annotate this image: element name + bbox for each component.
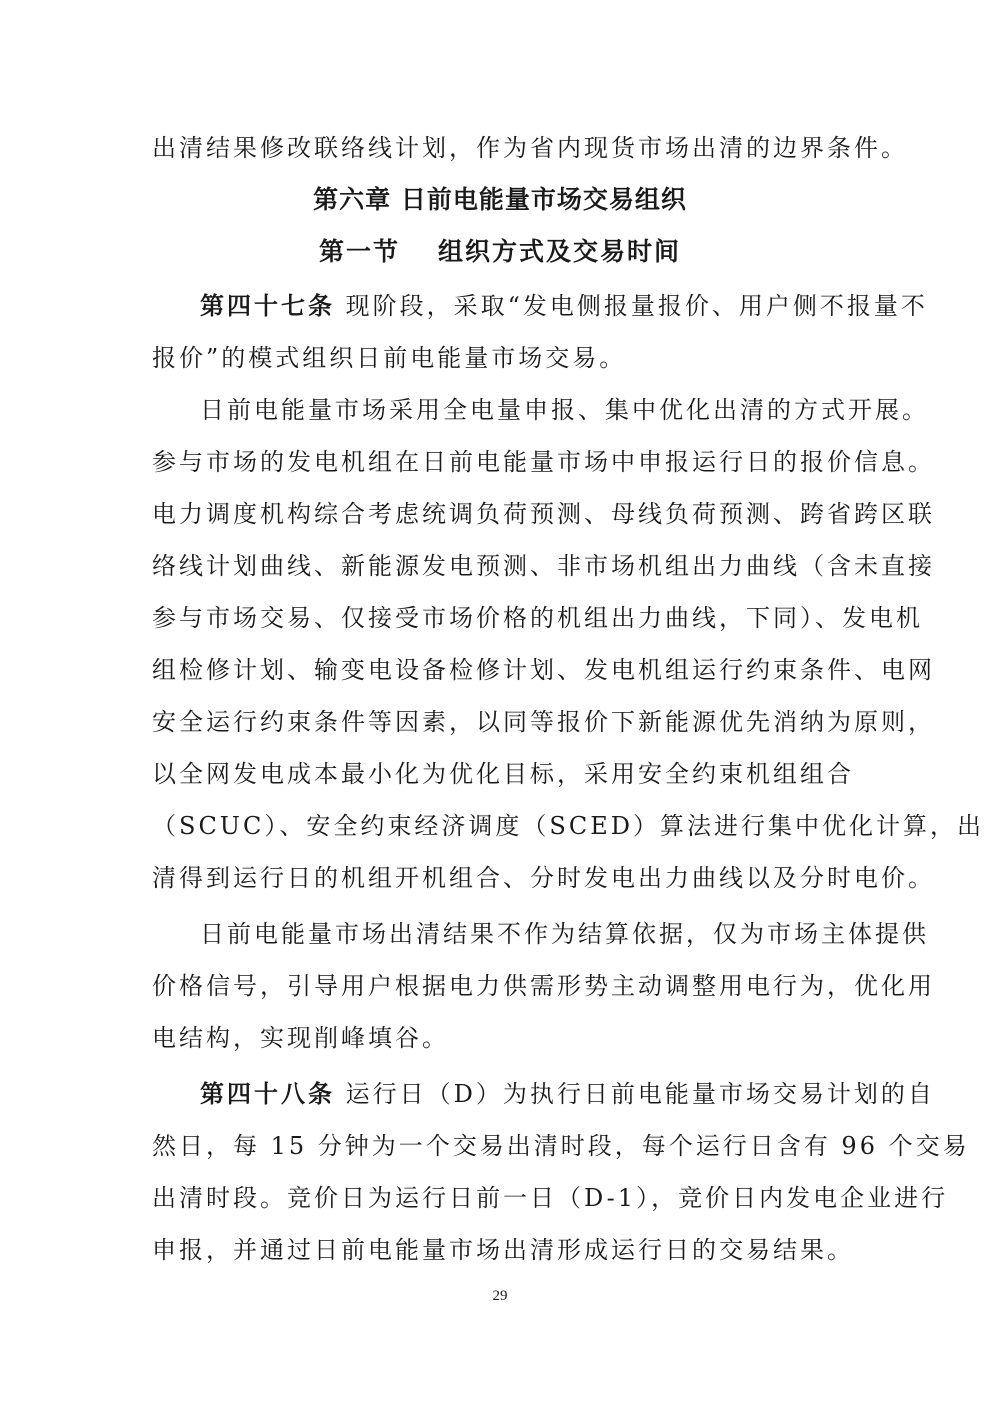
section-number: 第一节 — [318, 237, 400, 266]
text-line: 电力调度机构综合考虑统调负荷预测、母线负荷预测、跨省跨区联 — [152, 500, 935, 528]
article-label: 第四十八条 — [200, 1080, 335, 1108]
section-heading — [0, 232, 1000, 272]
text-line: 安全运行约束条件等因素，以同等报价下新能源优先消纳为原则， — [152, 708, 935, 736]
text-line: 日前电能量市场出清结果不作为结算依据，仅为市场主体提供 — [200, 920, 929, 948]
text-line: 络线计划曲线、新能源发电预测、非市场机组出力曲线（含未直接 — [152, 552, 935, 580]
text-line: 参与市场交易、仅接受市场价格的机组出力曲线，下同）、发电机 — [152, 604, 923, 632]
text-line: 日前电能量市场采用全电量申报、集中优化出清的方式开展。 — [200, 396, 929, 424]
article-text: 运行日（D）为执行日前电能量市场交易计划的自 — [345, 1080, 935, 1108]
chapter-title: 第六章 日前电能量市场交易组织 — [313, 185, 687, 214]
section-title: 组织方式及交易时间 — [438, 237, 682, 266]
text-line: （SCUC）、安全约束经济调度（SCED）算法进行集中优化计算，出 — [152, 812, 984, 840]
article-label: 第四十七条 — [200, 292, 335, 320]
text-line: 然日，每 15 分钟为一个交易出清时段，每个运行日含有 96 个交易 — [152, 1132, 970, 1160]
text-line: 清得到运行日的机组开机组合、分时发电出力曲线以及分时电价。 — [152, 864, 935, 892]
page-number: 29 — [492, 1288, 508, 1304]
article-48-first-line — [200, 1074, 935, 1114]
article-47-first-line — [200, 286, 928, 326]
text-line: 参与市场的发电机组在日前电能量市场中申报运行日的报价信息。 — [152, 448, 935, 476]
text-line: 价格信号，引导用户根据电力供需形势主动调整用电行为，优化用 — [152, 972, 935, 1000]
text-line: 出清结果修改联络线计划，作为省内现货市场出清的边界条件。 — [152, 134, 908, 162]
text-line: 出清时段。竞价日为运行日前一日（D-1），竞价日内发电企业进行 — [152, 1184, 949, 1212]
text-line: 以全网发电成本最小化为优化目标，采用安全约束机组组合 — [152, 760, 854, 788]
text-line: 申报，并通过日前电能量市场出清形成运行日的交易结果。 — [152, 1236, 854, 1264]
text-line: 电结构，实现削峰填谷。 — [152, 1024, 449, 1052]
text-line: 报价”的模式组织日前电能量市场交易。 — [152, 344, 627, 372]
article-text: 现阶段，采取“发电侧报量报价、用户侧不报量不 — [345, 292, 928, 320]
text-line: 组检修计划、输变电设备检修计划、发电机组运行约束条件、电网 — [152, 656, 935, 684]
